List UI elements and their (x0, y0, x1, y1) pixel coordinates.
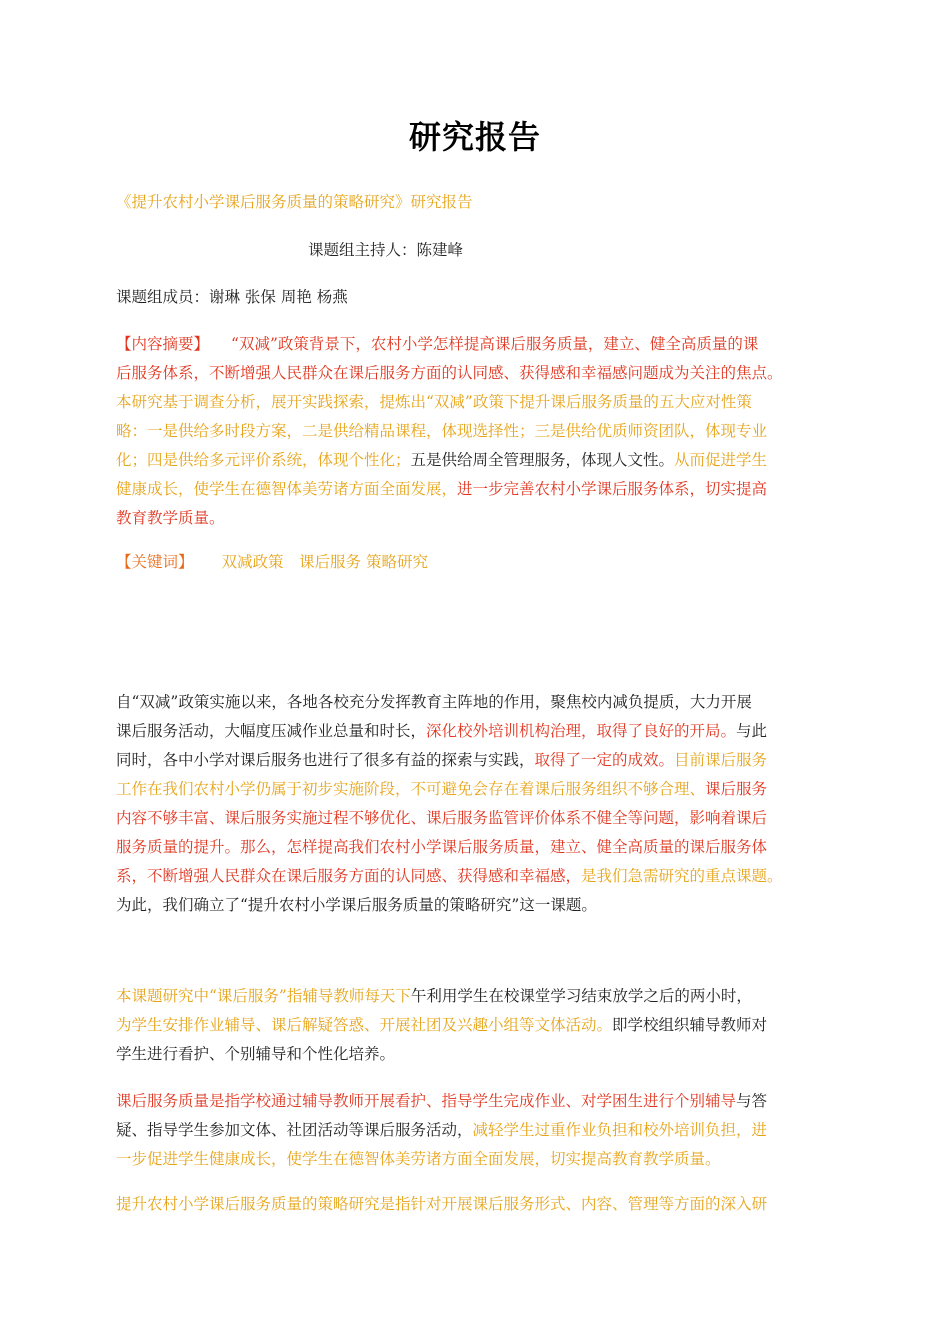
intro-text-segment: 内容不够丰富、课后服务实施过程不够优化、课后服务监管评价体系不健全等问题，影响着课后 (116, 809, 768, 827)
def1-line-2 (116, 1011, 836, 1040)
abstract-section (116, 330, 836, 533)
intro-text-segment: 目前课后服务 (674, 751, 768, 769)
keywords-text: 双减政策 课后服务 策略研究 (221, 553, 428, 571)
intro-line-5 (116, 804, 836, 833)
def1-line-3 (116, 1040, 836, 1069)
intro-text-segment: 深化校外培训机构治理，取得了良好的开局。 (426, 722, 737, 740)
def2-line-3 (116, 1145, 836, 1174)
abstract-line-3 (116, 388, 836, 417)
def2-text-segment: 一步促进学生健康成长，使学生在德智体美劳诸方面全面发展，切实提高教育教学质量。 (116, 1150, 721, 1168)
abstract-text-segment: 进一步完善农村小学课后服务体系，切实提高 (457, 480, 768, 498)
abstract-line-1 (116, 330, 836, 359)
keywords-label: 【关键词】 (116, 553, 194, 571)
intro-line-4 (116, 775, 836, 804)
intro-text-segment: 同时，各中小学对课后服务也进行了很多有益的探索与实践， (116, 751, 535, 769)
intro-text-segment: 课后服务活动，大幅度压减作业总量和时长， (116, 722, 427, 740)
host-line: 课题组主持人：陈建峰 (308, 241, 464, 259)
intro-line-7 (116, 862, 836, 891)
intro-line-6 (116, 833, 836, 862)
intro-text-segment: 取得了一定的成效。 (534, 751, 675, 769)
def2-line-1 (116, 1087, 836, 1116)
abstract-text-segment: 教育教学质量。 (116, 509, 225, 527)
abstract-text-segment: 后服务体系，不断增强人民群众在课后服务方面的认同感、获得感和幸福感问题成为关注的焦点。 (116, 364, 783, 382)
def1-text-segment: 午利用学生在校课堂学习结束放学之后的两小时， (410, 987, 752, 1005)
abstract-text-segment: 从而促进学生 (674, 451, 768, 469)
def1-text-segment: 为学生安排作业辅导、课后解疑答惑、开展社团及兴趣小组等文体活动。 (116, 1016, 613, 1034)
def3-line-1 (116, 1190, 836, 1219)
report-subtitle: 《提升农村小学课后服务质量的策略研究》研究报告 (116, 193, 473, 211)
abstract-text-segment: 本研究基于调查分析，展开实践探索，提炼出“双减”政策下提升课后服务质量的五大应对性策 (116, 393, 752, 411)
intro-line-3 (116, 746, 836, 775)
def1-text-segment: 即学校组织辅导教师对 (612, 1016, 768, 1034)
def2-text-segment: 疑、指导学生参加文体、社团活动等课后服务活动， (116, 1121, 473, 1139)
intro-text-segment: 与此 (736, 722, 768, 740)
intro-line-1 (116, 688, 836, 717)
def3-text-segment: 提升农村小学课后服务质量的策略研究是指针对开展课后服务形式、内容、管理等方面的深入研 (116, 1195, 768, 1213)
def1-text-segment: 本课题研究中“课后服务”指辅导教师每天下 (116, 987, 411, 1005)
keywords-line (116, 548, 836, 577)
definition-after-school-service (116, 982, 836, 1069)
def1-text-segment: 学生进行看护、个别辅导和个性化培养。 (116, 1045, 396, 1063)
intro-line-8 (116, 891, 836, 920)
abstract-text-segment: 化；四是供给多元评价系统，体现个性化； (116, 451, 411, 469)
abstract-line-7 (116, 504, 836, 533)
abstract-label: 【内容摘要】 (116, 335, 210, 353)
intro-paragraph (116, 688, 836, 920)
abstract-line-6 (116, 475, 836, 504)
def2-text-segment: 与答 (736, 1092, 768, 1110)
definition-strategy-research (116, 1190, 836, 1219)
def1-line-1 (116, 982, 836, 1011)
intro-text-segment: 服务质量的提升。那么，怎样提高我们农村小学课后服务质量，建立、健全高质量的课后服务体 (116, 838, 768, 856)
intro-text-segment: 是我们急需研究的重点课题。 (581, 867, 783, 885)
abstract-line-5 (116, 446, 836, 475)
intro-text-segment: 自“双减”政策实施以来，各地各校充分发挥教育主阵地的作用，聚焦校内减负提质，大力开展 (116, 693, 752, 711)
intro-text-segment: 工作在我们农村小学仍属于初步实施阶段，不可避免会存在着课后服务组织不够合理、 (116, 780, 706, 798)
intro-text-segment: 为此，我们确立了“提升农村小学课后服务质量的策略研究”这一课题。 (116, 896, 597, 914)
abstract-text-segment: 健康成长，使学生在德智体美劳诸方面全面发展， (116, 480, 458, 498)
abstract-text-segment: 五是供给周全管理服务，体现人文性。 (410, 451, 675, 469)
abstract-text-segment: 略：一是供给多时段方案，二是供给精品课程，体现选择性；三是供给优质师资团队，体现专业 (116, 422, 768, 440)
abstract-text-segment: “双减”政策背景下，农村小学怎样提高课后服务质量，建立、健全高质量的课 (231, 335, 759, 353)
def2-line-2 (116, 1116, 836, 1145)
page-title: 研究报告 (408, 118, 541, 156)
intro-text-segment: 课后服务 (705, 780, 768, 798)
abstract-line-1-text (231, 335, 758, 353)
definition-service-quality (116, 1087, 836, 1174)
def2-text-segment: 课后服务质量是指学校通过辅导教师开展看护、指导学生完成作业、对学困生进行个别辅导 (116, 1092, 737, 1110)
intro-line-2 (116, 717, 836, 746)
abstract-line-4 (116, 417, 836, 446)
members-line: 课题组成员：谢琳 张保 周艳 杨燕 (116, 288, 348, 306)
def2-text-segment: 减轻学生过重作业负担和校外培训负担，进 (472, 1121, 768, 1139)
abstract-line-2 (116, 359, 836, 388)
intro-text-segment: 系，不断增强人民群众在课后服务方面的认同感、获得感和幸福感， (116, 867, 582, 885)
